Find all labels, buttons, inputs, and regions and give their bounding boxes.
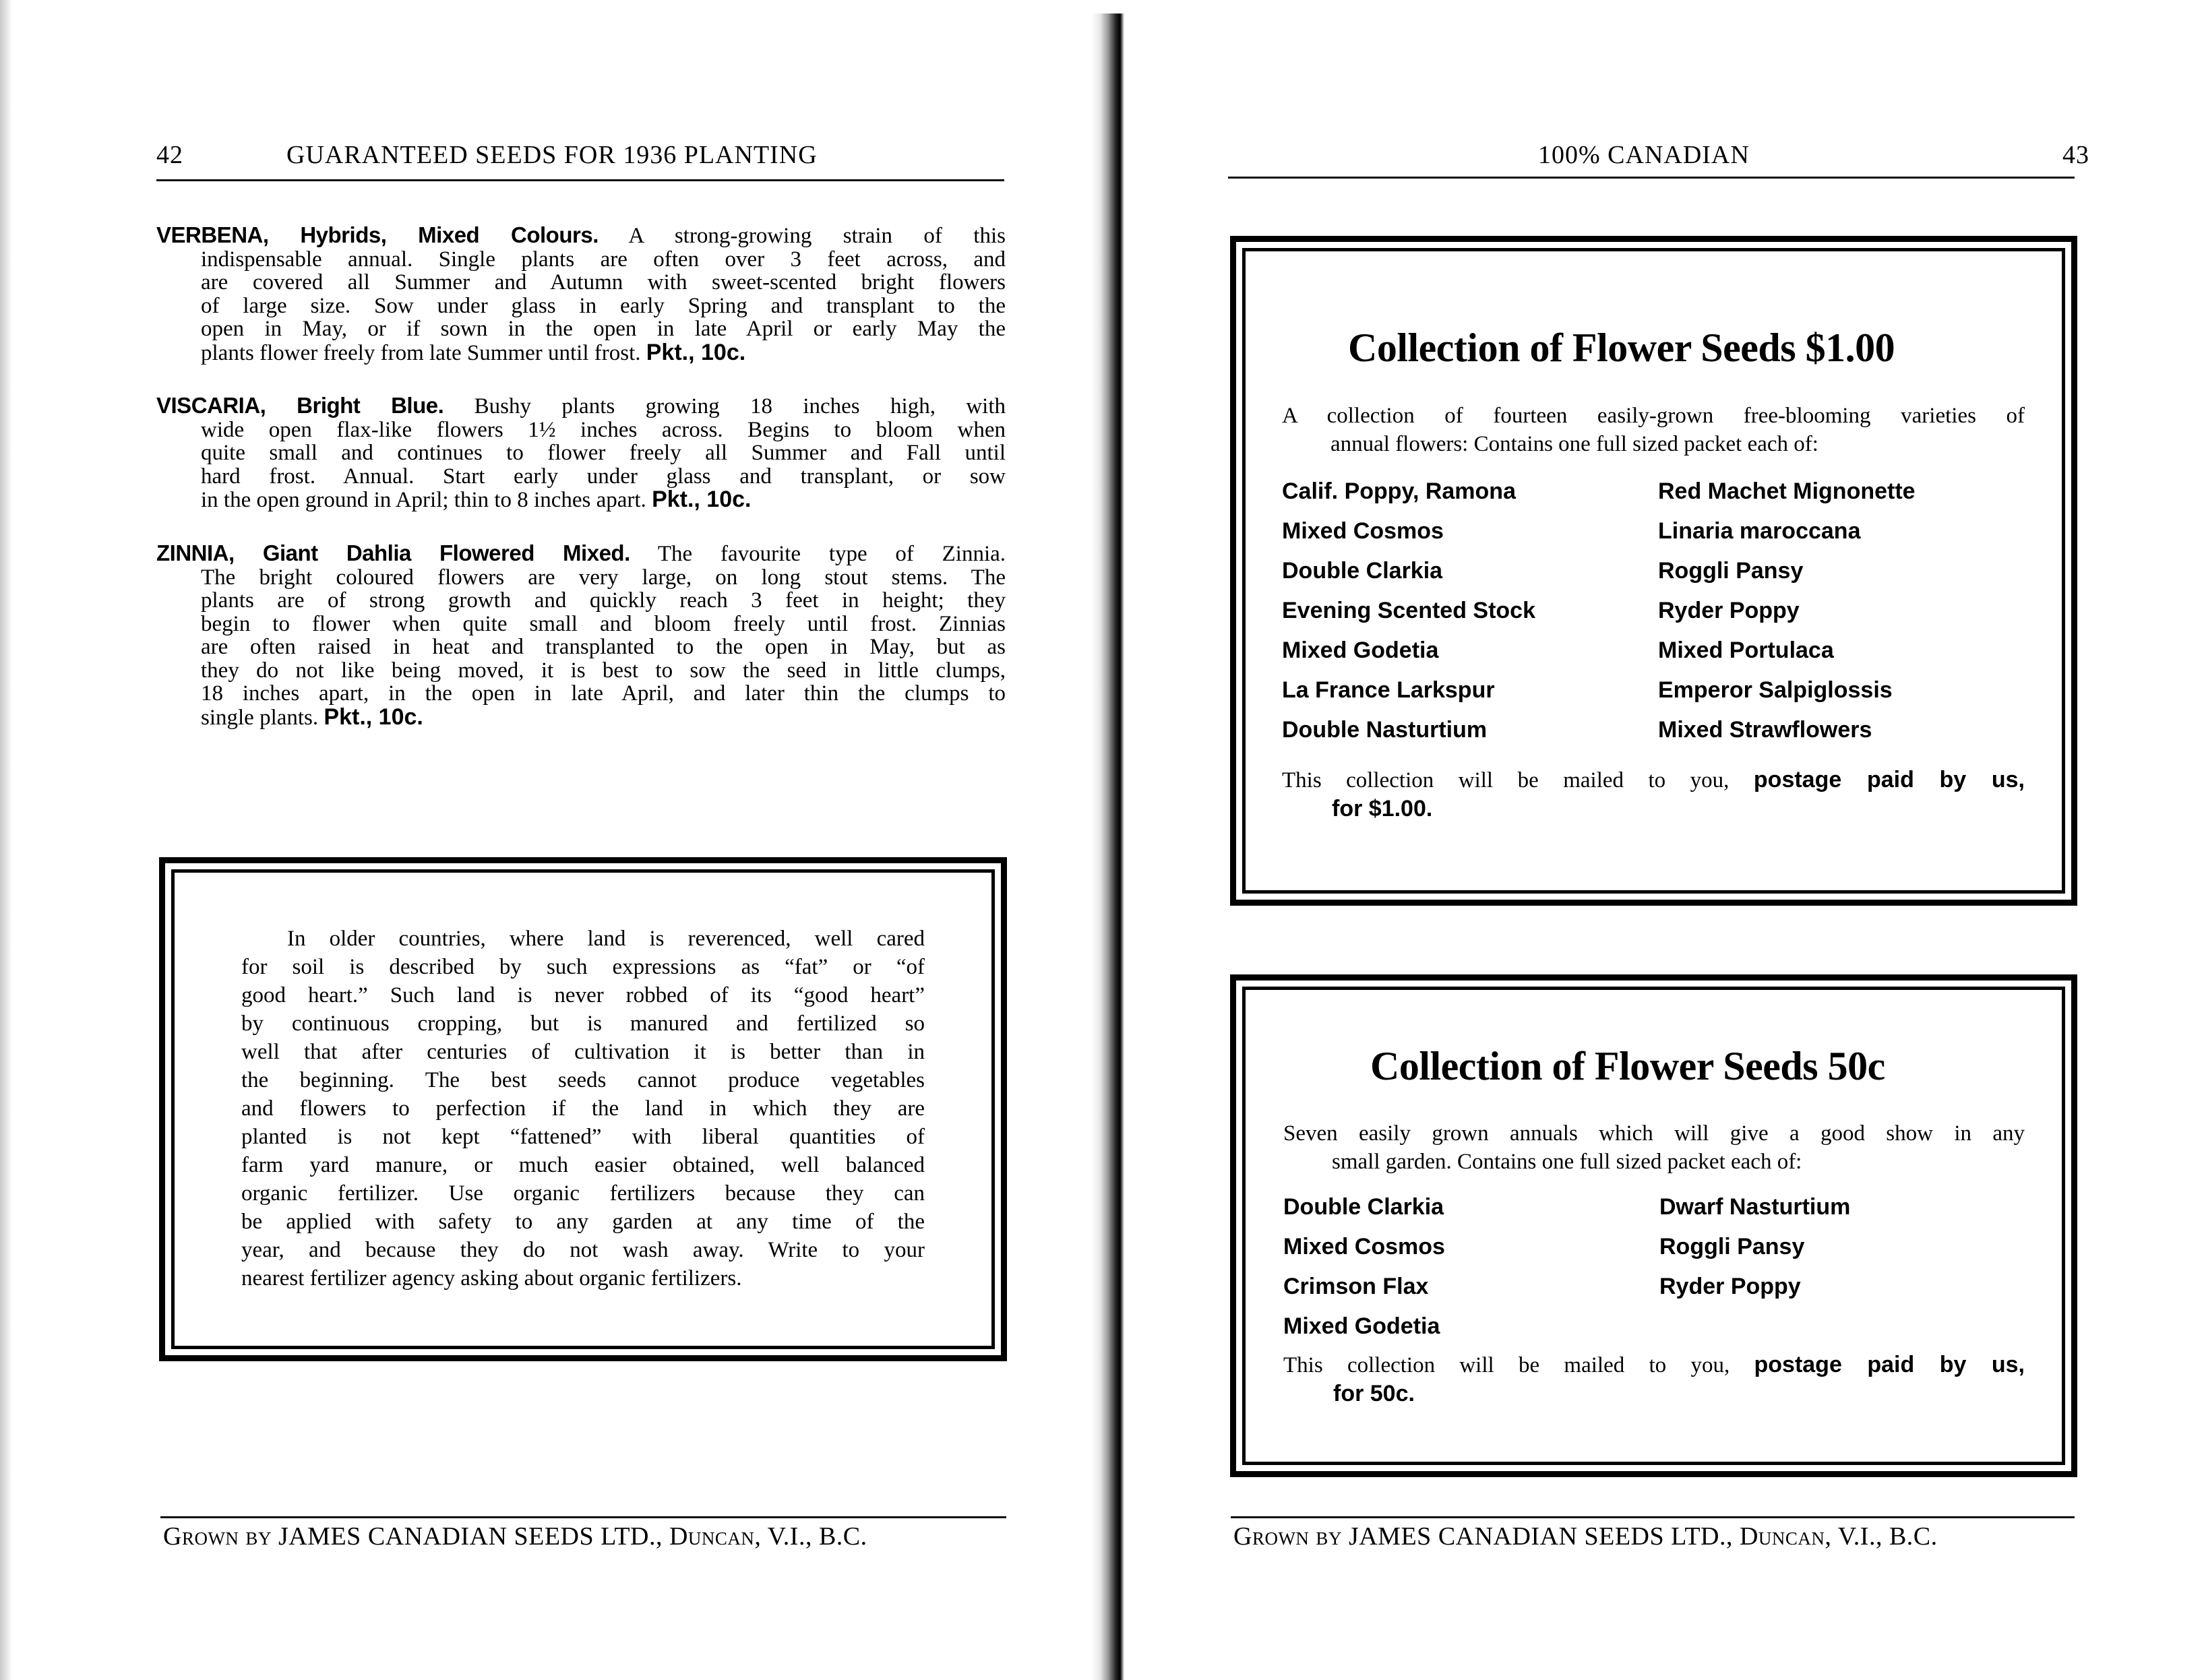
entry-text: begin to flower when quite small and bloom freely until frost. Zinnias xyxy=(201,611,1006,636)
note-line: well that after centuries of cultivation it is better than in xyxy=(241,1040,925,1064)
seed-variety-item: Mixed Strawflowers xyxy=(1658,717,1872,743)
entry-text: of large size. Sow under glass in early Spring and transplant to the xyxy=(201,293,1006,318)
seed-variety-item: Evening Scented Stock xyxy=(1282,598,1535,623)
entry-price: Pkt., 10c. xyxy=(324,704,423,730)
entry-line xyxy=(156,224,1006,248)
footer-grown-by: Grown by xyxy=(1233,1522,1342,1551)
footer-rule-left xyxy=(160,1516,1006,1518)
note-line: nearest fertilizer agency asking about organic fertilizers. xyxy=(241,1266,742,1290)
entry-line xyxy=(156,682,1006,706)
entry-line xyxy=(156,418,1006,442)
seed-variety-item: Red Machet Mignonette xyxy=(1658,478,1916,504)
seed-variety-item: Dwarf Nasturtium xyxy=(1659,1194,1851,1220)
fertilizer-note-text xyxy=(241,925,925,1293)
entry-line xyxy=(156,465,1006,489)
entry-line xyxy=(156,441,1006,465)
collection-1-mail-note: This collection will be mailed to you, postage paid by us, for $1.00. xyxy=(1282,767,2025,821)
seed-variety-item: Ryder Poppy xyxy=(1659,1274,1801,1299)
footer-location: Duncan, V.I., B.C. xyxy=(1739,1522,1938,1551)
entry-text: 18 inches apart, in the open in late April, and later thin the clumps to xyxy=(201,681,1006,706)
seed-variety-item: Mixed Godetia xyxy=(1282,637,1439,663)
entry-text: plants flower freely from late Summer until frost. xyxy=(201,340,646,365)
entry-price: Pkt., 10c. xyxy=(646,339,746,365)
entry-line xyxy=(156,635,1006,659)
entry-text: The bright coloured flowers are very large, on long stout stems. The xyxy=(201,565,1006,590)
note-line: good heart.” Such land is never robbed of its “good heart” xyxy=(241,983,925,1007)
entry-line xyxy=(156,589,1006,613)
seed-variety-item: Crimson Flax xyxy=(1283,1274,1429,1299)
seed-variety-item: Emperor Salpiglossis xyxy=(1658,677,1893,703)
entry-line xyxy=(156,706,1006,730)
footer-right xyxy=(1233,1522,1938,1551)
collection-1-price: for $1.00. xyxy=(1332,796,1433,821)
entry-text: Bushy plants growing 18 inches high, with xyxy=(443,394,1006,418)
entry-price: Pkt., 10c. xyxy=(652,487,752,512)
seed-variety-item: Mixed Portulaca xyxy=(1658,637,1834,663)
collection-1-intro: A collection of fourteen easily-grown free-blooming varieties of annual flowers: Contains one full sized packet each of: xyxy=(1282,404,2025,456)
collection-1-title: Collection of Flower Seeds $1.00 xyxy=(1348,325,1895,370)
page-number-right: 43 xyxy=(2062,141,2089,169)
entry-text: in the open ground in April; thin to 8 inches apart. xyxy=(201,488,652,512)
seed-variety-item: Calif. Poppy, Ramona xyxy=(1282,478,1516,504)
entry-text: they do not like being moved, it is best to sow the seed in little clumps, xyxy=(201,658,1006,683)
header-rule-right xyxy=(1228,177,2075,179)
catalog-entry-verbena xyxy=(156,224,1006,365)
entry-line xyxy=(156,294,1006,318)
collection-2-price: for 50c. xyxy=(1333,1381,1415,1406)
entry-text: indispensable annual. Single plants are often over 3 feet across, and xyxy=(201,247,1006,272)
collection-2-intro: Seven easily grown annuals which will give a good show in any small garden. Contains one full sized packet each of: xyxy=(1283,1121,2025,1174)
seed-variety-item: Roggli Pansy xyxy=(1658,558,1804,584)
entry-line xyxy=(156,394,1006,418)
running-head-right: 100% CANADIAN xyxy=(1538,141,1750,169)
footer-location: Duncan, V.I., B.C. xyxy=(669,1522,867,1551)
note-line: year, and because they do not wash away. Write to your xyxy=(241,1238,925,1262)
footer-company: JAMES CANADIAN SEEDS LTD., xyxy=(1348,1522,1733,1551)
note-line: the beginning. The best seeds cannot produce vegetables xyxy=(241,1068,925,1092)
note-line: In older countries, where land is reverenced, well cared xyxy=(287,927,925,951)
seed-variety-item: Mixed Godetia xyxy=(1283,1313,1440,1339)
entry-name: VERBENA, Hybrids, Mixed Colours. xyxy=(156,222,599,247)
entry-text: hard frost. Annual. Start early under glass and transplant, or sow xyxy=(201,464,1006,489)
seed-variety-item: Double Nasturtium xyxy=(1282,717,1488,743)
seed-variety-item: La France Larkspur xyxy=(1282,677,1495,703)
entry-line xyxy=(156,248,1006,272)
footer-rule-right xyxy=(1231,1516,2075,1518)
seed-variety-item: Ryder Poppy xyxy=(1658,598,1800,623)
seed-variety-item: Mixed Cosmos xyxy=(1282,518,1444,544)
note-line: and flowers to perfection if the land in which they are xyxy=(241,1096,925,1121)
seed-variety-item: Linaria maroccana xyxy=(1658,518,1861,544)
entry-line xyxy=(156,271,1006,294)
note-line: be applied with safety to any garden at any time of the xyxy=(241,1210,925,1234)
seed-variety-item: Double Clarkia xyxy=(1283,1194,1444,1220)
entry-text: The favourite type of Zinnia. xyxy=(630,542,1006,566)
seed-variety-item: Double Clarkia xyxy=(1282,558,1443,584)
footer-left xyxy=(163,1522,867,1551)
entry-text: single plants. xyxy=(201,705,324,730)
entry-text: open in May, or if sown in the open in late April or early May the xyxy=(201,317,1006,341)
header-rule-left xyxy=(156,179,1004,181)
note-line: farm yard manure, or much easier obtained, well balanced xyxy=(241,1153,925,1177)
entry-name: ZINNIA, Giant Dahlia Flowered Mixed. xyxy=(156,540,630,565)
entry-text: are often raised in heat and transplanted to the open in May, but as xyxy=(201,635,1006,659)
collection-2-title: Collection of Flower Seeds 50c xyxy=(1370,1044,1885,1088)
entry-text: plants are of strong growth and quickly reach 3 feet in height; they xyxy=(201,588,1006,613)
right-page xyxy=(1132,0,2204,1680)
footer-company: JAMES CANADIAN SEEDS LTD., xyxy=(278,1522,663,1551)
entry-line xyxy=(156,488,1006,512)
left-page xyxy=(0,0,1092,1680)
note-line: organic fertilizer. Use organic fertilizers because they can xyxy=(241,1181,925,1206)
page-number-left: 42 xyxy=(156,141,183,169)
entry-text: quite small and continues to flower freely all Summer and Fall until xyxy=(201,441,1006,465)
book-gutter xyxy=(1092,13,1132,1680)
entry-line xyxy=(156,341,1006,365)
running-head-left: GUARANTEED SEEDS FOR 1936 PLANTING xyxy=(286,141,818,169)
catalog-entry-zinnia xyxy=(156,542,1006,729)
footer-grown-by: Grown by xyxy=(163,1522,272,1551)
entry-line xyxy=(156,659,1006,683)
entry-text: A strong-growing strain of this xyxy=(598,224,1006,248)
note-line: by continuous cropping, but is manured and fertilized so xyxy=(241,1012,925,1036)
entry-text: are covered all Summer and Autumn with sweet-scented bright flowers xyxy=(201,270,1006,294)
collection-2-mail-note: This collection will be mailed to you, postage paid by us, for 50c. xyxy=(1283,1352,2025,1406)
entry-text: wide open flax-like flowers 1½ inches across. Begins to bloom when xyxy=(201,417,1006,442)
entry-line xyxy=(156,542,1006,566)
entry-line xyxy=(156,317,1006,341)
entry-line xyxy=(156,613,1006,636)
seed-variety-item: Mixed Cosmos xyxy=(1283,1234,1445,1259)
entry-name: VISCARIA, Bright Blue. xyxy=(156,393,444,418)
catalog-entry-viscaria xyxy=(156,394,1006,512)
note-line: for soil is described by such expressions as “fat” or “of xyxy=(241,955,925,979)
seed-variety-item: Roggli Pansy xyxy=(1659,1234,1805,1259)
note-line: planted is not kept “fattened” with liberal quantities of xyxy=(241,1125,925,1149)
entry-line xyxy=(156,566,1006,590)
